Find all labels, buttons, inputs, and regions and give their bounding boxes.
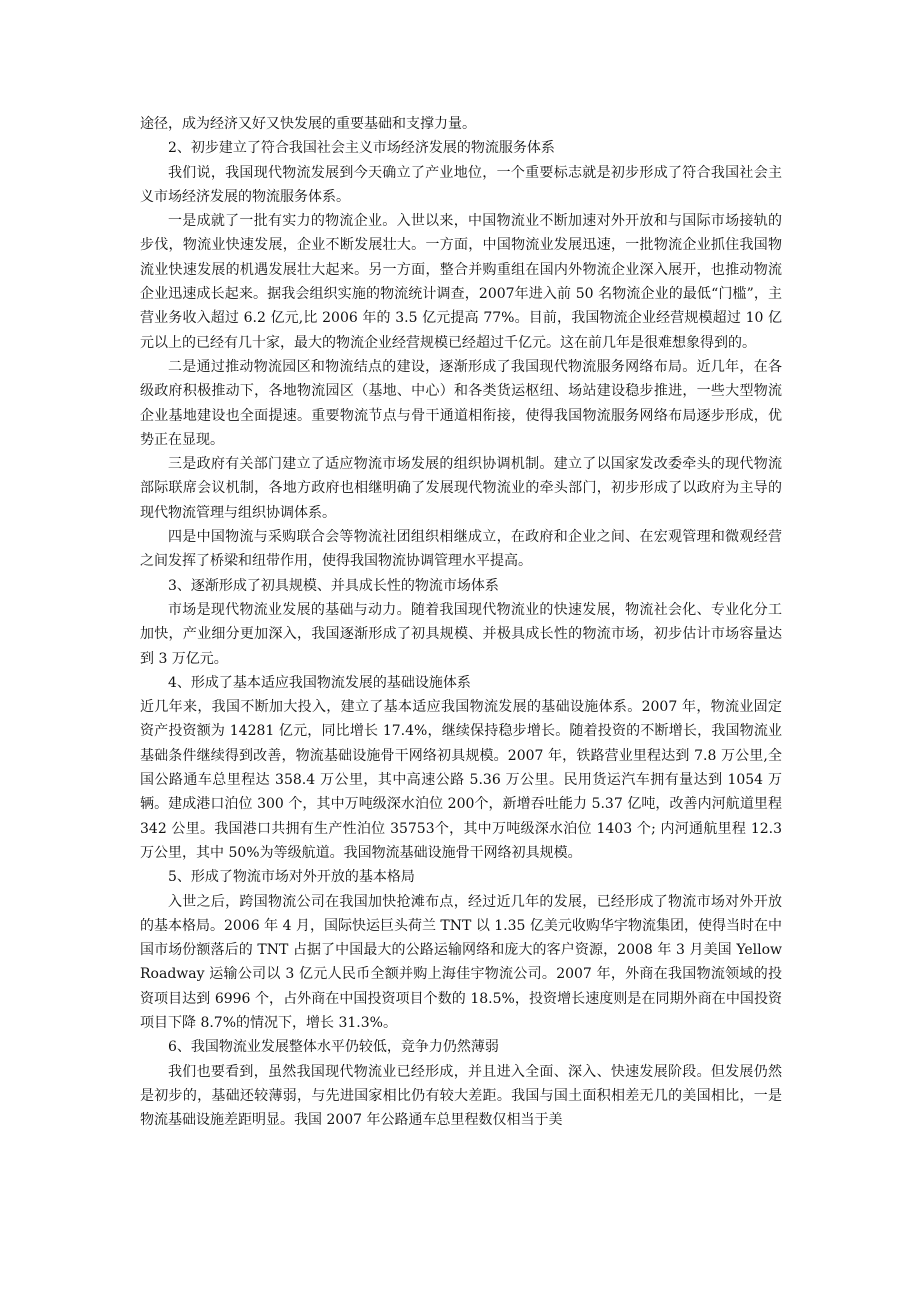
paragraph-13: 入世之后，跨国物流公司在我国加快抢滩布点，经过近几年的发展，已经形成了物流市场对外开放的基本格局。2006 年 4 月，国际快运巨头荷兰 TNT 以 1.35 亿美元收购华宇物流集团，使得当时在中国市场份额落后的 TNT 占据了中国最大的公路运输网络和庞大的客户资源，2008 年 3 月美国 Yellow Roadway 运输公司以 3 亿元人民币全额并购上海佳宇物流公司。2007 年，外商在我国物流领域的投资项目达到 6996 个，占外商在中国投资项目个数的 18.5%，投资增长速度则是在同期外商在中国投资项目下降 8.7%的情况下，增长 31.3%。 — [140, 893, 782, 1031]
paragraph-11: 近几年来，我国不断加大投入，建立了基本适应我国物流发展的基础设施体系。2007 年，物流业固定资产投资额为 14281 亿元，同比增长 17.4%，继续保持稳步增长。随着投资的不断增长，我国物流业基础条件继续得到改善，物流基础设施骨干网络初具规模。2007 年，铁路营业里程达到 7.8 万公里,全国公路通车总里程达 358.4 万公里，其中高速公路 5.36 万公里。民用货运汽车拥有量达到 1054 万辆。建成港口泊位 300 个，其中万吨级深水泊位 200个，新增吞吐能力 5.37 亿吨，改善内河航道里程 342 公里。我国港口共拥有生产性泊位 35753个，其中万吨级深水泊位 1403 个; 内河通航里程 12.3 万公里，其中 50%为等级航道。我国物流基础设施骨干网络初具规模。 — [140, 699, 782, 861]
section-heading-3: 3、逐渐形成了初具规模、并具成长性的物流市场体系 — [168, 577, 499, 594]
paragraph-9: 市场是现代物流业发展的基础与动力。随着我国现代物流业的快速发展，物流社会化、专业化分工加快，产业细分更加深入，我国逐渐形成了初具规模、并极具成长性的物流市场，初步估计市场容量达到 3 万亿元。 — [140, 601, 782, 667]
paragraph-7: 四是中国物流与采购联合会等物流社团组织相继成立，在政府和企业之间、在宏观管理和微观经营之间发挥了桥梁和纽带作用，使得我国物流协调管理水平提高。 — [140, 529, 782, 570]
paragraph-5: 二是通过推动物流园区和物流结点的建设，逐渐形成了我国现代物流服务网络布局。近几年，在各级政府积极推动下，各地物流园区（基地、中心）和各类货运枢纽、场站建设稳步推进，一些大型物流企业基地建设也全面提速。重要物流节点与骨干通道相衔接，使得我国物流服务网络布局逐步形成，优势正在显现。 — [140, 358, 782, 448]
paragraph-1: 途径，成为经济又好又快发展的重要基础和支撑力量。 — [140, 116, 476, 132]
section-heading-4: 4、形成了基本适应我国物流发展的基础设施体系 — [168, 674, 471, 691]
section-heading-2: 2、初步建立了符合我国社会主义市场经济发展的物流服务体系 — [168, 140, 555, 157]
section-heading-6: 6、我国物流业发展整体水平仍较低，竞争力仍然薄弱 — [168, 1039, 499, 1056]
paragraph-3: 我们说，我国现代物流发展到今天确立了产业地位，一个重要标志就是初步形成了符合我国社会主义市场经济发展的物流服务体系。 — [140, 164, 782, 205]
paragraph-6: 三是政府有关部门建立了适应物流市场发展的组织协调机制。建立了以国家发改委牵头的现代物流部际联席会议机制，各地方政府也相继明确了发展现代物流业的牵头部门，初步形成了以政府为主导的现代物流管理与组织协调体系。 — [140, 456, 782, 521]
document-page — [140, 112, 782, 1132]
paragraph-4: 一是成就了一批有实力的物流企业。入世以来，中国物流业不断加速对外开放和与国际市场接轨的步伐，物流业快速发展，企业不断发展壮大。一方面，中国物流业发展迅速，一批物流企业抓住我国物流业快速发展的机遇发展壮大起来。另一方面，整合并购重组在国内外物流企业深入展开，也推动物流企业迅速成长起来。据我会组织实施的物流统计调查，2007年进入前 50 名物流企业的最低“门槛”，主营业务收入超过 6.2 亿元,比 2006 年的 3.5 亿元提高 77%。目前，我国物流企业经营规模超过 10 亿元以上的已经有几十家，最大的物流企业经营规模已经超过千亿元。这在前几年是很难想象得到的。 — [140, 213, 782, 351]
section-heading-5: 5、形成了物流市场对外开放的基本格局 — [168, 869, 415, 886]
paragraph-15: 我们也要看到，虽然我国现代物流业已经形成，并且进入全面、深入、快速发展阶段。但发展仍然是初步的，基础还较薄弱，与先进国家相比仍有较大差距。我国与国土面积相差无几的美国相比，一是物流基础设施差距明显。我国 2007 年公路通车总里程数仅相当于美 — [140, 1063, 782, 1129]
